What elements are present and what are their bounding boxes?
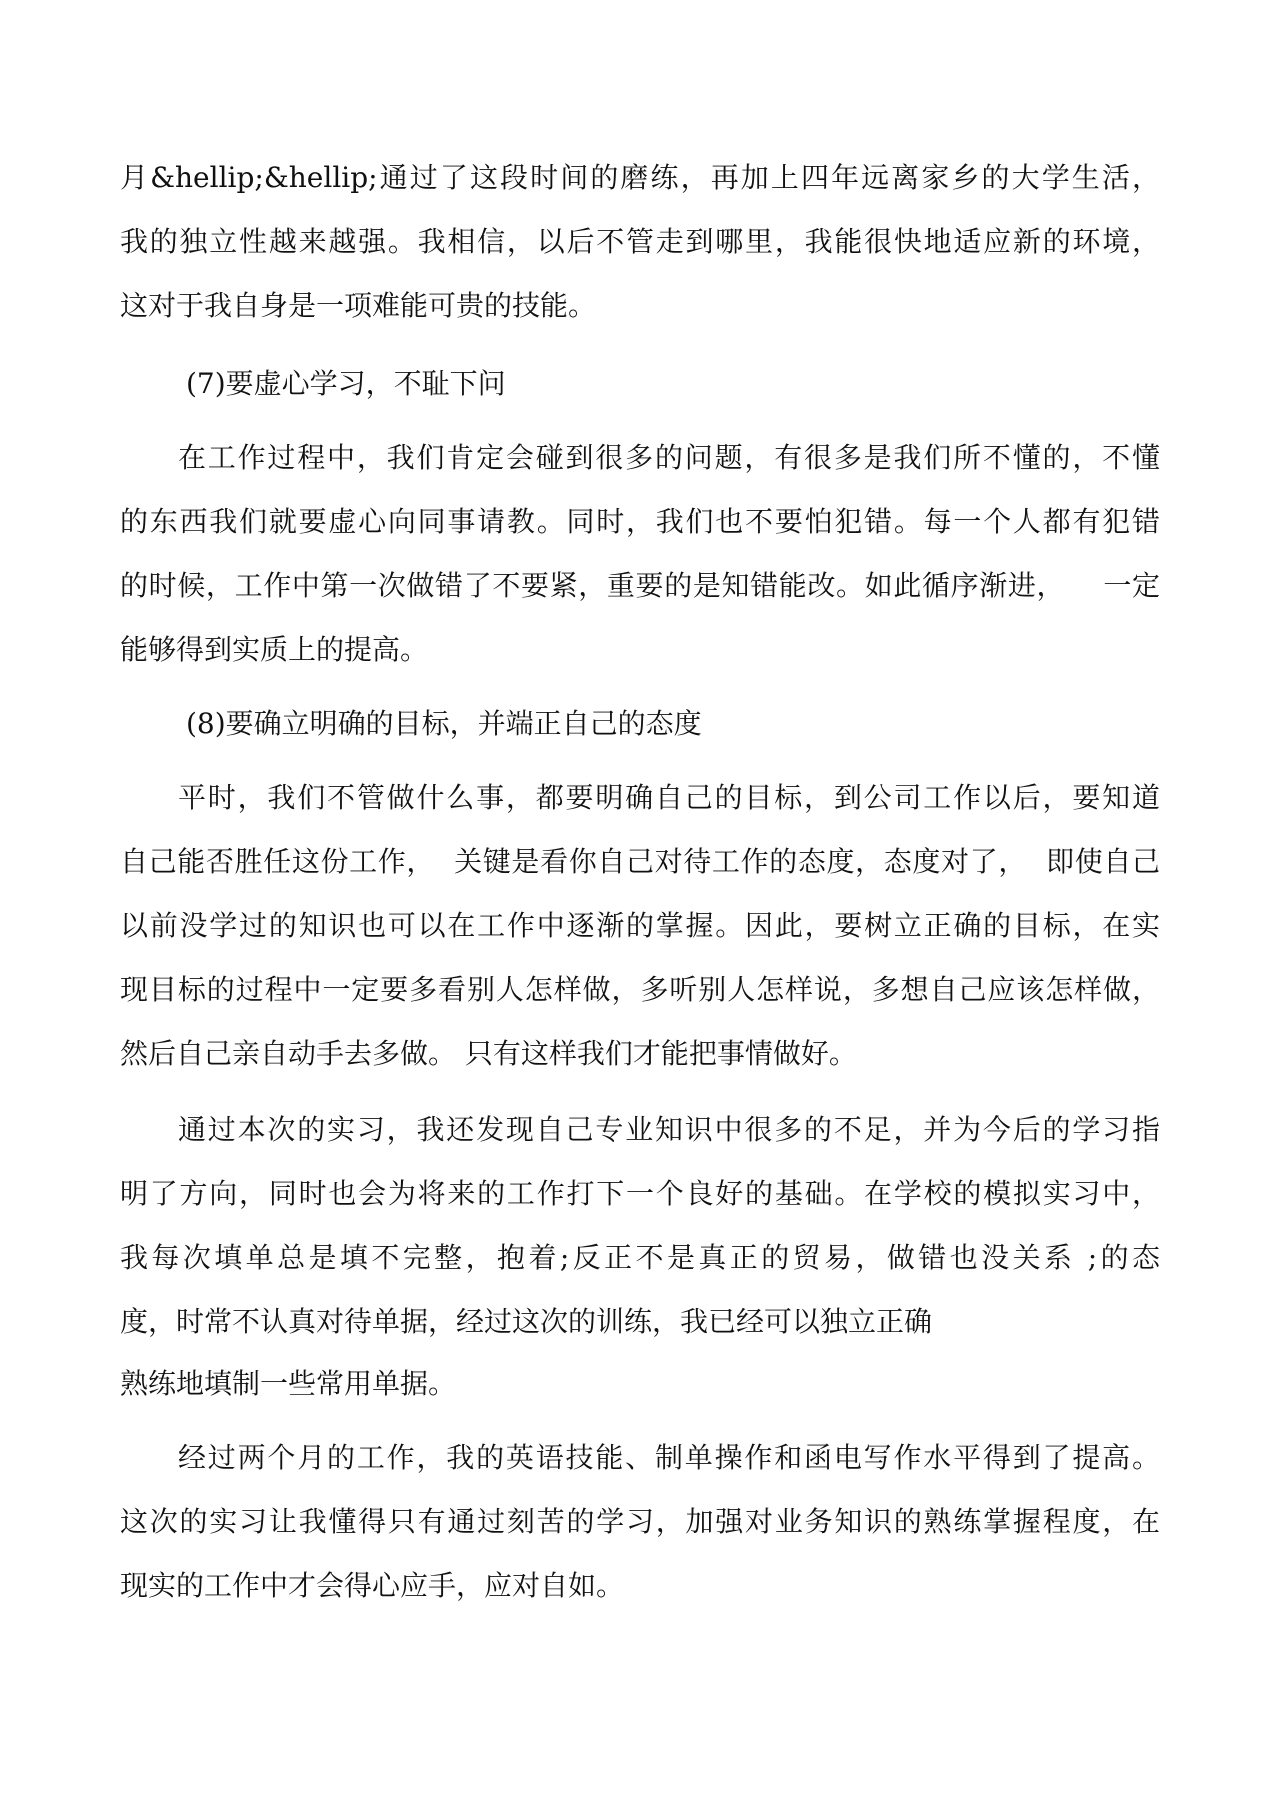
text-line-3: 这对于我自身是一项难能可贵的技能。	[120, 289, 597, 322]
text-line-5: 在工作过程中，我们肯定会碰到很多的问题，有很多是我们所不懂的，不懂	[178, 441, 1160, 474]
section-heading-8: (8)要确立明确的目标，并端正自己的态度	[186, 707, 702, 740]
text-line-15: 通过本次的实习，我还发现自己专业知识中很多的不足，并为今后的学习指	[178, 1113, 1160, 1146]
text-line-17: 我每次填单总是填不完整，抱着;反正不是真正的贸易，做错也没关系 ;的态	[120, 1241, 1160, 1274]
text-line-20: 经过两个月的工作，我的英语技能、制单操作和函电写作水平得到了提高。	[178, 1441, 1160, 1474]
text-line-16: 明了方向，同时也会为将来的工作打下一个良好的基础。在学校的模拟实习中，	[120, 1177, 1160, 1210]
text-line-13: 现目标的过程中一定要多看别人怎样做，多听别人怎样说，多想自己应该怎样做，	[120, 973, 1160, 1006]
section-heading-7: (7)要虚心学习，不耻下问	[186, 367, 506, 400]
text-line-10: 平时，我们不管做什么事，都要明确自己的目标，到公司工作以后，要知道	[178, 781, 1160, 814]
text-line-21: 这次的实习让我懂得只有通过刻苦的学习，加强对业务知识的熟练掌握程度，在	[120, 1505, 1160, 1538]
text-line-14: 然后自己亲自动手去多做。 只有这样我们才能把事情做好。	[120, 1037, 857, 1070]
text-line-11: 自己能否胜任这份工作， 关键是看你自己对待工作的态度，态度对了， 即使自己	[120, 845, 1160, 878]
text-line-2: 我的独立性越来越强。我相信，以后不管走到哪里，我能很快地适应新的环境，	[120, 225, 1160, 258]
text-line-8: 能够得到实质上的提高。	[120, 633, 429, 666]
text-line-12: 以前没学过的知识也可以在工作中逐渐的掌握。因此，要树立正确的目标，在实	[120, 909, 1160, 942]
text-line-19: 熟练地填制一些常用单据。	[120, 1367, 457, 1400]
text-line-22: 现实的工作中才会得心应手，应对自如。	[120, 1569, 625, 1602]
text-line-7: 的时候，工作中第一次做错了不要紧，重要的是知错能改。如此循序渐进， 一定	[120, 569, 1160, 602]
text-line-6: 的东西我们就要虚心向同事请教。同时，我们也不要怕犯错。每一个人都有犯错	[120, 505, 1160, 538]
text-line-1: 月&hellip;&hellip;通过了这段时间的磨练，再加上四年远离家乡的大学生活，	[120, 161, 1160, 194]
text-line-18: 度，时常不认真对待单据，经过这次的训练，我已经可以独立正确	[120, 1305, 933, 1338]
